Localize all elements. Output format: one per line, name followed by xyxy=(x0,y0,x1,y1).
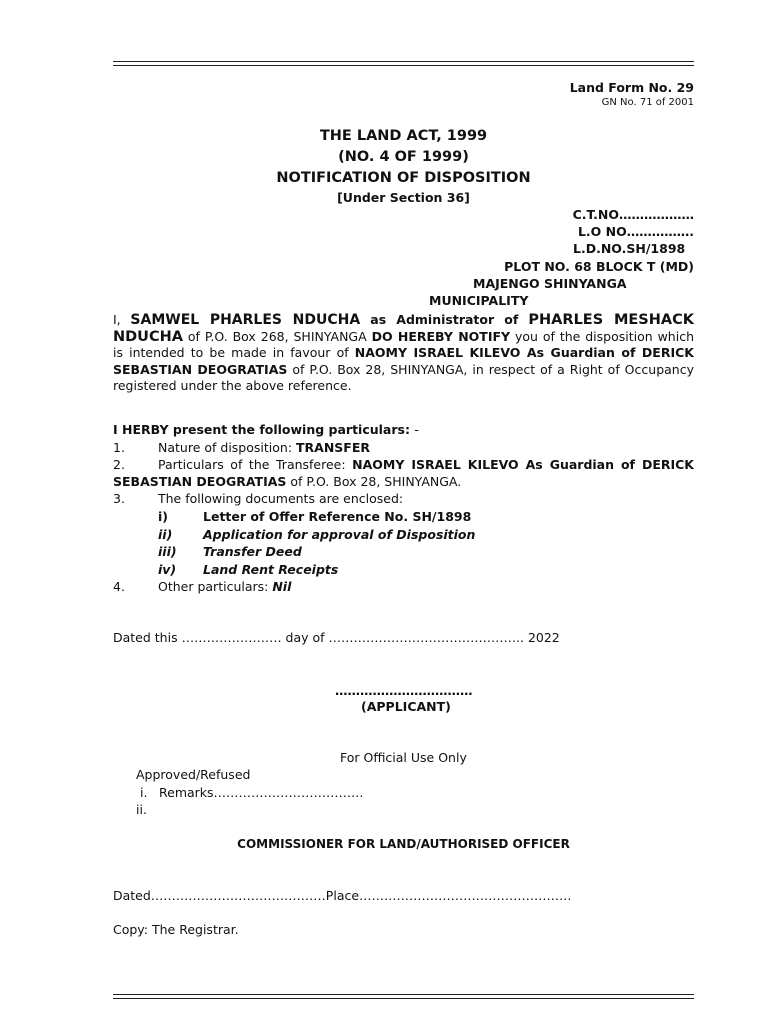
title-notification: NOTIFICATION OF DISPOSITION xyxy=(276,170,531,186)
document-name: Transfer Deed xyxy=(203,544,302,559)
document-name: Application for approval of Disposition xyxy=(203,526,476,542)
particular-1-label: Nature of disposition: xyxy=(158,440,297,455)
particular-3-number: 3. xyxy=(113,491,125,506)
copy-to: Copy: The Registrar. xyxy=(113,922,239,937)
lo-number: L.O NO……………. xyxy=(577,224,694,239)
particular-2-label: Particulars of the Transferee: xyxy=(158,457,353,472)
bottom-rule-1 xyxy=(113,994,694,995)
particular-4-number: 4. xyxy=(113,579,125,594)
gn-number: GN No. 71 of 2001 xyxy=(601,97,694,108)
document-name: Letter of Offer Reference No. SH/1898 xyxy=(203,509,472,524)
notify-text: DO HEREBY NOTIFY xyxy=(371,328,511,344)
intro-text-2: as Administrator of xyxy=(360,312,529,327)
ct-number: C.T.NO……………… xyxy=(572,207,694,222)
official-use-heading: For Official Use Only xyxy=(340,750,467,765)
particulars-heading-dash: - xyxy=(414,422,419,437)
particular-2-number: 2. xyxy=(113,457,125,472)
particular-3-label: The following documents are enclosed: xyxy=(158,491,404,506)
signature-line: …………………………… xyxy=(335,683,473,698)
bottom-rule-2 xyxy=(113,998,694,999)
particular-1-text xyxy=(158,440,370,455)
particular-4 xyxy=(113,579,694,596)
particular-1 xyxy=(113,440,694,457)
commissioner-title: COMMISSIONER FOR LAND/AUTHORISED OFFICER xyxy=(237,837,570,851)
document-number: i) xyxy=(158,509,168,524)
plot-location: MAJENGO SHINYANGA xyxy=(473,276,627,291)
particular-3 xyxy=(113,491,694,508)
particular-2-tail: of P.O. Box 28, SHINYANGA. xyxy=(286,473,462,489)
intro-text-4: you of the disposition which is intended to be made in favour of xyxy=(113,328,694,360)
document-number: ii) xyxy=(158,526,173,542)
deceased-name: PHARLES MESHACK NDUCHA xyxy=(113,312,694,345)
document-number: iii) xyxy=(158,544,177,559)
under-section: [Under Section 36] xyxy=(337,190,470,205)
form-number: Land Form No. 29 xyxy=(569,80,694,95)
intro-text-1: I, xyxy=(113,312,131,327)
approved-refused: Approved/Refused xyxy=(136,767,251,782)
applicant-name: SAMWEL PHARLES NDUCHA xyxy=(130,312,361,328)
particular-2-value: NAOMY ISRAEL KILEVO As Guardian of DERICK SEBASTIAN DEOGRATIAS xyxy=(113,457,694,489)
plot-number: PLOT NO. 68 BLOCK T (MD) xyxy=(504,259,694,274)
remarks-number: i. xyxy=(140,785,148,800)
municipality: MUNICIPALITY xyxy=(429,293,529,308)
remarks-line: Remarks……………………………… xyxy=(159,785,364,800)
ld-number: L.D.NO.SH/1898 xyxy=(573,241,686,256)
particular-1-value: TRANSFER xyxy=(296,440,371,455)
particular-4-value: Nil xyxy=(272,579,292,594)
document-name: Land Rent Receipts xyxy=(203,561,339,577)
title-act: THE LAND ACT, 1999 xyxy=(319,128,488,144)
particulars-heading xyxy=(113,422,419,437)
particular-1-number: 1. xyxy=(113,440,125,455)
particulars-heading-text: I HERBY present the following particulars: xyxy=(113,422,415,437)
title-act-number: (NO. 4 OF 1999) xyxy=(338,149,469,165)
dated-line: Dated this …………………… day of ……………………………………….. 2022 xyxy=(113,630,560,645)
particular-2-text xyxy=(113,457,694,490)
intro-paragraph xyxy=(113,312,694,395)
top-rule-1 xyxy=(113,61,694,62)
transferee-name: NAOMY ISRAEL KILEVO As Guardian of DERICK SEBASTIAN DEOGRATIAS xyxy=(113,345,694,377)
particular-4-text xyxy=(158,579,291,594)
particular-4-label: Other particulars: xyxy=(158,579,273,594)
intro-text-5: of P.O. Box 28, SHINYANGA, in respect of a Right of Occupancy registered under the above reference. xyxy=(113,361,694,393)
document-number: iv) xyxy=(158,561,177,577)
dated-place-line: Dated……………………………………Place…………………………………………… xyxy=(113,888,572,903)
applicant-label: (APPLICANT) xyxy=(361,699,451,714)
intro-text-3: of P.O. Box 268, SHINYANGA xyxy=(182,328,372,344)
item-ii: ii. xyxy=(136,802,147,817)
top-rule-2 xyxy=(113,65,694,66)
